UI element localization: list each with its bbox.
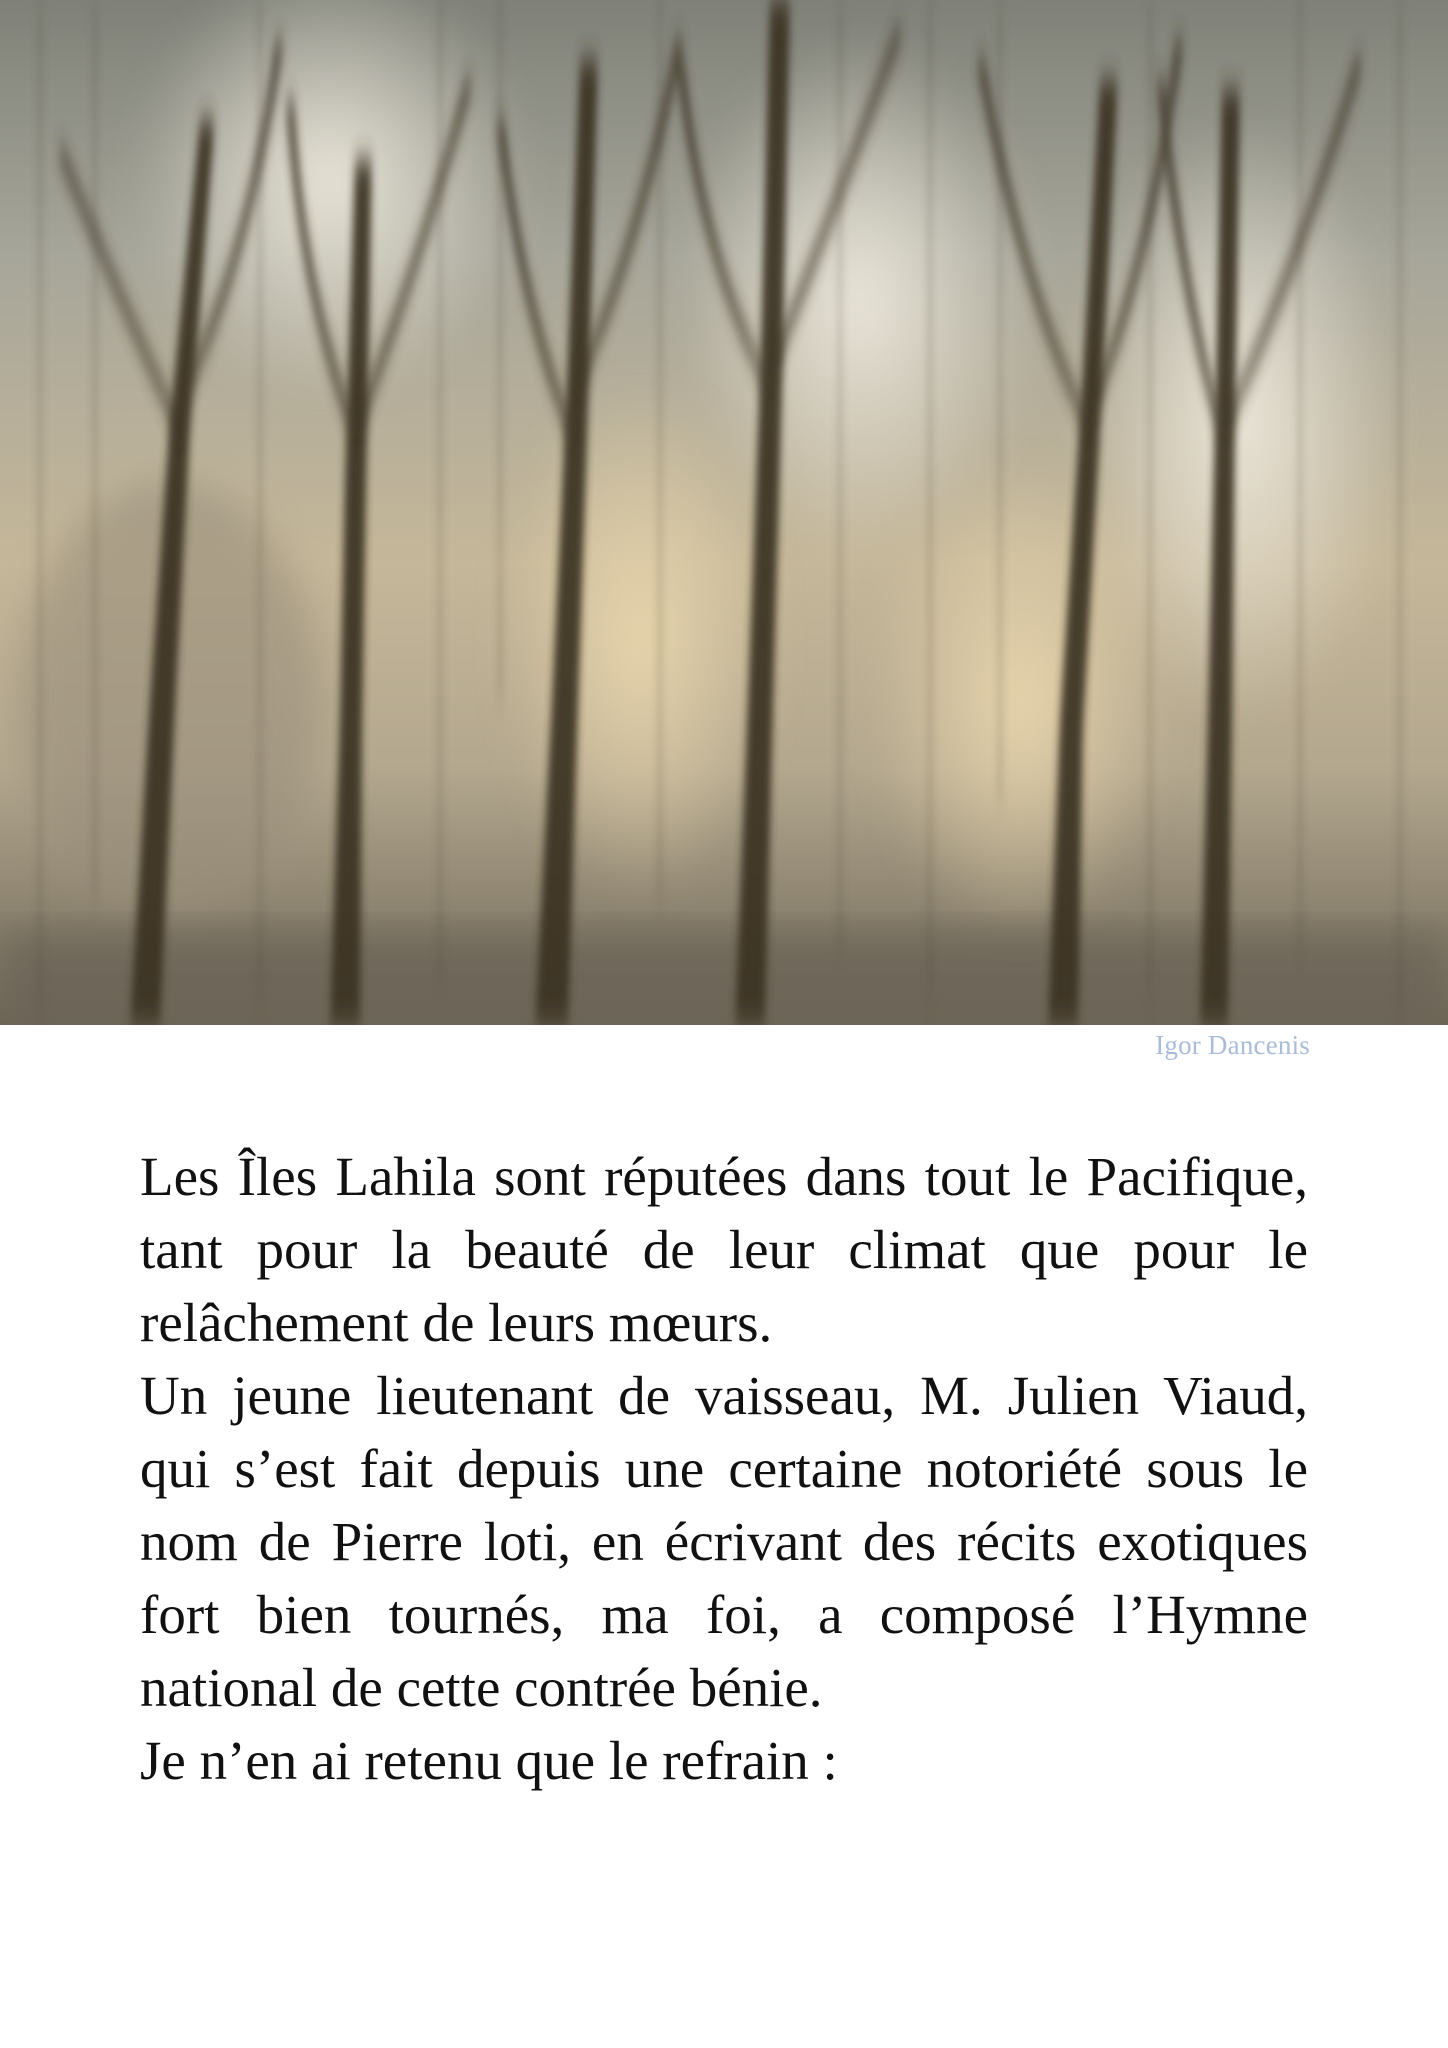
body-text (140, 1140, 1308, 1797)
paragraph: Les Îles Lahila sont réputées dans tout le Pacifique, tant pour la beauté de leur climat que pour le relâchement de leurs mœurs. (140, 1146, 1308, 1353)
paragraph: Un jeune lieutenant de vaisseau, M. Julien Viaud, qui s’est fait depuis une certaine notoriété sous le nom de Pierre loti, en écrivant des récits exotiques fort bien tournés, ma foi, a composé l’Hymne national de cette contrée bénie. (140, 1365, 1308, 1718)
paragraph: Je n’en ai retenu que le refrain : (140, 1730, 838, 1791)
photo-credit: Igor Dancenis (1155, 1030, 1310, 1060)
